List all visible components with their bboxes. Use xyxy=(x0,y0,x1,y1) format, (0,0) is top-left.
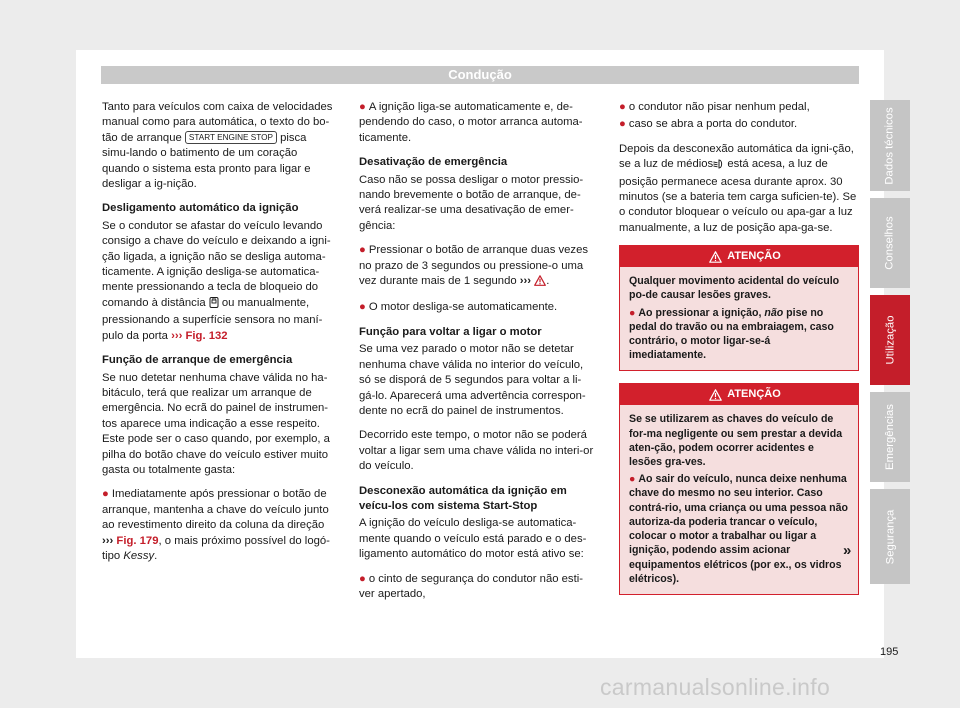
heading-start-stop-ignition-off: Desconexão automática da ignição em veícu-los com sistema Start-Stop xyxy=(359,484,567,512)
paragraph-emergency-start: Se nuo detetar nenhuma chave válida no ha-bitáculo, terá que realizar um arranque de emergência. No ecrã do painel de instrumen-tos aparece uma indicação a esse respeito. Este pode ser o caso quando, por exemplo, a pilha do botão chave do veículo estiver muito gasta ou totalmente gasta: xyxy=(102,371,330,476)
heading-auto-ignition-off: Desligamento automático da ignição xyxy=(102,202,299,215)
list-item: ● o condutor não pisar nenhum pedal, xyxy=(619,101,810,113)
watermark: carmanualsonline.info xyxy=(600,674,831,700)
list-item: ● A ignição liga-se automaticamente e, de-pendendo do caso, o motor arranca automa-ticamente. xyxy=(359,101,583,144)
warning-title: ATENÇÃO xyxy=(727,388,781,401)
bullet-icon: ● xyxy=(629,306,636,319)
list-item: ● Ao sair do veículo, nunca deixe nenhuma chave do mesmo no seu interior. Caso contrá-rio, uma criança ou uma pessoa não autoriza-da poderia trancar o veículo, colocar o motor a trabalhar ou ligar a ignição, podendo assim acionar equipamentos elétricos (por ex., os vidros elétricos). xyxy=(629,473,848,585)
paragraph-emergency-shutdown: Caso não se possa desligar o motor pressio-nando brevemente o botão de arranque, de-verá realizar-se uma desativação de emer-gência: xyxy=(359,173,584,232)
warning-title: ATENÇÃO xyxy=(727,250,781,263)
warning-reference[interactable]: ››› xyxy=(519,275,532,288)
continued-next-page-icon: » xyxy=(843,542,852,559)
list-item: ● caso se abra a porta do condutor. xyxy=(619,118,798,131)
warning-header xyxy=(620,384,858,405)
column-2 xyxy=(359,100,594,611)
tab-utilizacao[interactable]: Utilização xyxy=(870,295,910,385)
bullet-icon: ● xyxy=(619,118,626,131)
bullet-icon: ● xyxy=(102,488,109,501)
paragraph-auto-ignition-off: Se o condutor se afastar do veículo levando consigo a chave do veículo e deixando a igni-ção ligada, a ignição não se desliga automa-ticamente. A ignição desliga-se automatica-mente pressionando a tecla de bloqueio do comando à distância ou manualmente, pressionando a superfície sensora no maní-pulo da porta ››› Fig. 132 xyxy=(102,219,331,342)
warning-triangle-icon xyxy=(709,389,722,401)
bullet-icon: ● xyxy=(359,101,366,113)
list-item: ● Pressionar o botão de arranque duas vezes no prazo de 3 segundos ou pressione-o uma vez durante mais de 1 segundo ››› . xyxy=(359,243,594,291)
heading-restart-function: Função para voltar a ligar o motor xyxy=(359,325,542,338)
tab-dados-tecnicos[interactable]: Dados técnicos xyxy=(870,100,910,191)
heading-emergency-shutdown: Desativação de emergência xyxy=(359,156,508,169)
list-item: ● o cinto de segurança do condutor não esti-ver apertado, xyxy=(359,572,583,600)
warning-triangle-icon xyxy=(534,275,546,291)
start-engine-stop-button-label: START ENGINE STOP xyxy=(185,131,277,144)
paragraph-start-stop-conditions: A ignição do veículo desliga-se automatica-mente quando o veículo está parado e o des-ligamento automático do motor está ativo se: xyxy=(359,517,587,561)
warning-box-1 xyxy=(619,245,859,371)
paragraph-restart-timeout: Decorrido este tempo, o motor não se poderá voltar a ligar sem uma chave válida no interi-or do veículo. xyxy=(359,429,594,473)
key-lock-icon xyxy=(209,297,219,313)
bullet-icon: ● xyxy=(629,473,636,486)
column-1 xyxy=(102,100,337,573)
bullet-icon: ● xyxy=(619,101,626,113)
list-item: ● O motor desliga-se automaticamente. xyxy=(359,301,558,314)
section-header xyxy=(101,66,859,84)
warning-body: Qualquer movimento acidental do veículo po-de causar lesões graves. ● Ao pressionar a ignição, não pise no pedal do travão ou na embraiagem, caso contrário, o motor ligar-se-á imediatamente. xyxy=(620,267,858,370)
paragraph-position-light: Depois da desconexão automática da igni-ção, se a luz de médios está acesa, a luz de posição permanece acesa durante aprox. 30 minutos (se a bateria tem carga suficien-te). Se o condutor bloquear o veículo ou apa-gar a luz manualmente, a luz de posição apa-ga-se. xyxy=(619,142,857,234)
warning-triangle-icon xyxy=(709,251,722,263)
warning-box-2 xyxy=(619,383,859,594)
page-number: 195 xyxy=(880,646,899,658)
paragraph-intro: Tanto para veículos com caixa de velocidades manual como para automática, o texto do bo-tão de arranque START ENGINE STOP pisca simu-lando o batimento de um coração quando o sistema esta pronto para ligar e desligar a ig-nição. xyxy=(102,101,333,191)
heading-emergency-start: Função de arranque de emergência xyxy=(102,354,293,367)
bullet-icon: ● xyxy=(359,244,366,257)
warning-body: Se se utilizarem as chaves do veículo de for-ma negligente ou sem prestar a devida aten-ção, podem ocorrer acidentes e lesões gra-ves. ● Ao sair do veículo, nunca deixe nenhuma chave do mesmo no seu interior. Caso contrá-rio, uma criança ou uma pessoa não autoriza-da poderia trancar o veículo, colocar o motor a trabalhar ou ligar a ignição, podendo assim acionar equipamentos elétricos (por ex., os vidros elétricos). xyxy=(620,405,858,593)
list-item: ● Imediatamente após pressionar o botão de arranque, mantenha a chave do veículo junto ao revestimento direito da coluna da direção ››› Fig. 179, o mais próximo possível do logó-tipo Kessy. xyxy=(102,488,330,562)
low-beam-icon xyxy=(713,159,724,174)
section-title: Condução xyxy=(448,67,512,82)
paragraph-restart-function: Se uma vez parado o motor não se detetar nenhuma chave válida no interior do veículo, só se disporá de 5 segundos para voltar a li-gá-lo. Aparecerá uma advertência correspon-dente no ecrã do painel de instrumentos. xyxy=(359,343,586,417)
tab-conselhos[interactable]: Conselhos xyxy=(870,198,910,288)
warning-header xyxy=(620,246,858,267)
list-item: ● Ao pressionar a ignição, não pise no pedal do travão ou na embraiagem, caso contrário, o motor ligar-se-á imediatamente. xyxy=(629,306,834,362)
bullet-icon: ● xyxy=(359,301,366,314)
tab-emergencias[interactable]: Emergências xyxy=(870,392,910,482)
tab-seguranca[interactable]: Segurança xyxy=(870,489,910,584)
column-3 xyxy=(619,100,859,607)
fig-179-link[interactable]: Fig. 179 xyxy=(113,534,159,547)
fig-132-link[interactable]: ››› Fig. 132 xyxy=(171,329,228,342)
bullet-icon: ● xyxy=(359,572,366,585)
